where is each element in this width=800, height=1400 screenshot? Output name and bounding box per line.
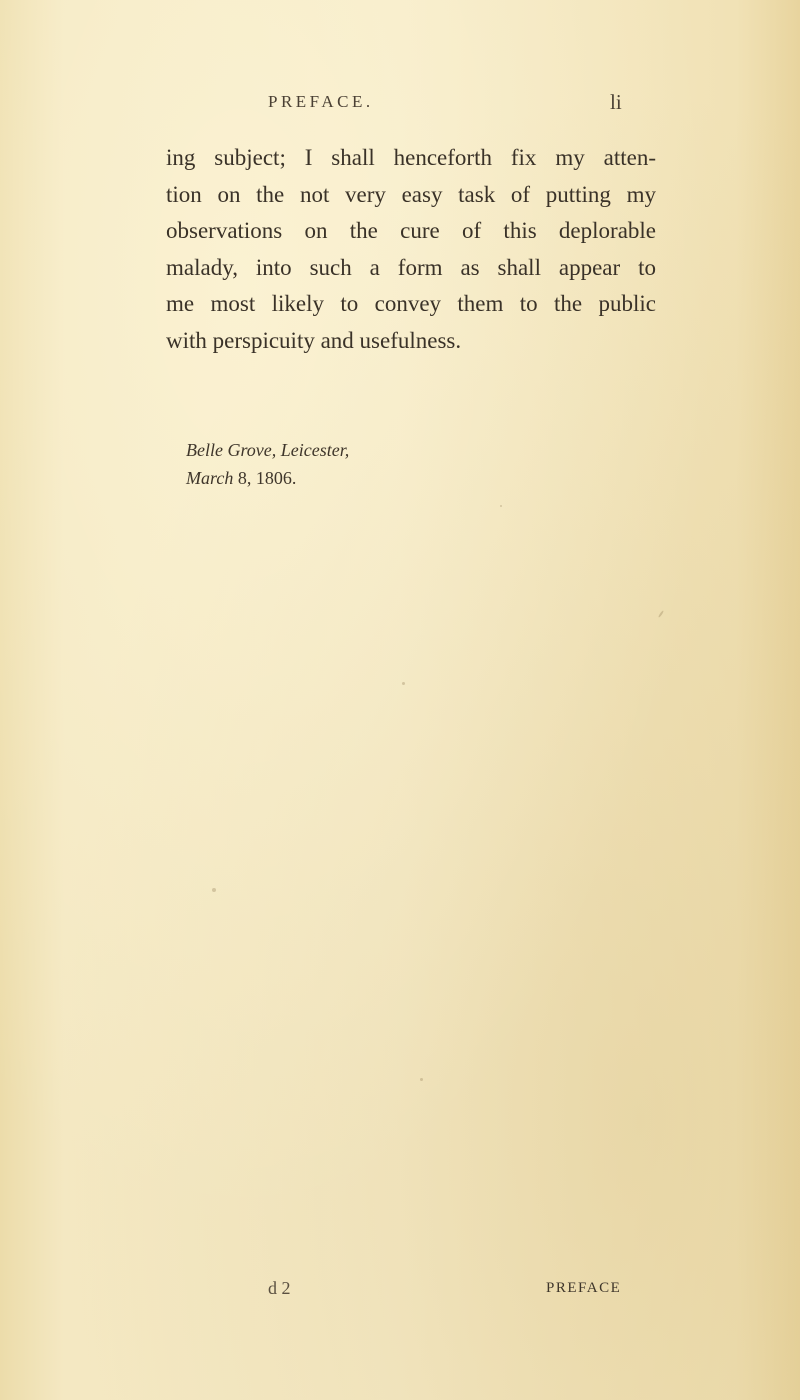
catchword: PREFACE — [546, 1280, 622, 1296]
paper-speck — [500, 505, 502, 507]
dateline-date-row — [186, 464, 349, 492]
body-paragraph — [166, 140, 656, 359]
running-head — [0, 92, 800, 122]
text-line: tion on the not very easy task of putting my — [166, 181, 656, 207]
dateline-place: Belle Grove, Leicester, — [186, 440, 350, 460]
dateline-date: 8, 1806. — [237, 468, 297, 488]
signature-mark: d 2 — [268, 1278, 291, 1298]
text-line: ing subject; I shall henceforth fix my atten- — [166, 145, 656, 170]
dateline — [186, 436, 349, 492]
paper-speck — [658, 610, 664, 618]
text-line: with perspicuity and usefulness. — [166, 327, 462, 353]
text-line: observations on the cure of this deplorable — [166, 218, 656, 243]
paper-speck — [212, 888, 216, 892]
running-head-title: PREFACE. — [268, 92, 374, 111]
paper-speck — [420, 1078, 423, 1081]
dateline-month: March — [186, 468, 234, 488]
text-line: me most likely to convey them to the public — [166, 291, 656, 316]
page-number: li — [610, 90, 622, 114]
paper-speck — [402, 682, 405, 685]
text-line: malady, into such a form as shall appear to — [166, 254, 656, 280]
page-footer — [0, 1278, 800, 1302]
